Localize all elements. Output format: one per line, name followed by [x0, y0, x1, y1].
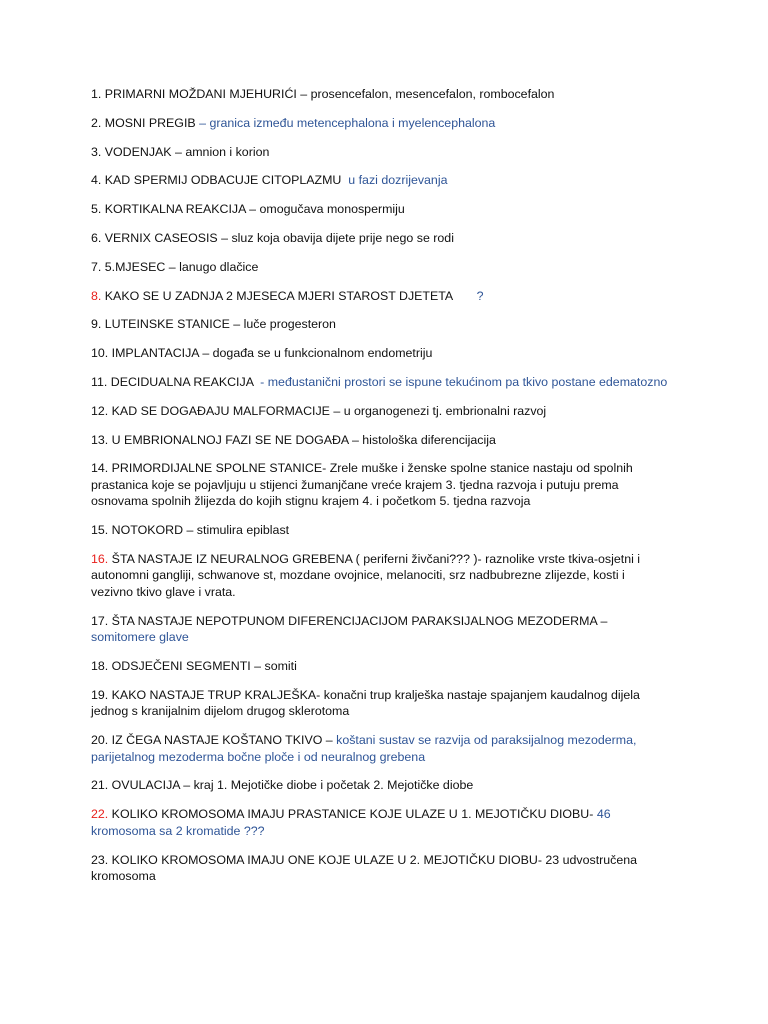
- question-text: 3. VODENJAK – amnion i korion: [91, 144, 270, 159]
- question-text: ŠTA NASTAJE IZ NEURALNOG GREBENA ( periferni živčani??? )- raznolike vrste tkiva-osjetni i autonomni gangliji, schwanove st, mozdane ovojnice, melanociti, srz nadbubrezne zlijezde, kosti i vezivno tkivo glave i vrata.: [91, 551, 644, 599]
- question-item: [91, 687, 668, 720]
- question-item: [91, 777, 668, 794]
- question-list: [91, 86, 668, 885]
- question-text: 11. DECIDUALNA REAKCIJA: [91, 374, 261, 389]
- question-item: [91, 432, 668, 449]
- question-text: KOLIKO KROMOSOMA IMAJU PRASTANICE KOJE ULAZE U 1. MEJOTIČKU DIOBU-: [108, 807, 597, 822]
- number-marker: 16.: [91, 551, 109, 566]
- answer-text: ?: [476, 288, 484, 303]
- question-item: [91, 86, 668, 103]
- question-text: 2. MOSNI PREGIB: [91, 115, 200, 130]
- question-text: 18. ODSJEČENI SEGMENTI – somiti: [91, 659, 297, 674]
- question-text: KAKO SE U ZADNJA 2 MJESECA MJERI STAROST DJETETA: [101, 288, 477, 303]
- question-item: [91, 522, 668, 539]
- question-item: [91, 806, 668, 839]
- question-text: 23. KOLIKO KROMOSOMA IMAJU ONE KOJE ULAZE U 2. MEJOTIČKU DIOBU- 23 udvostručena kromosoma: [91, 852, 641, 884]
- question-item: [91, 852, 668, 885]
- answer-text: u fazi dozrijevanja: [348, 173, 448, 188]
- question-text: 5. KORTIKALNA REAKCIJA – omogučava monospermiju: [91, 202, 405, 217]
- question-text: 1. PRIMARNI MOŽDANI MJEHURIĆI – prosencefalon, mesencefalon, rombocefalon: [91, 87, 555, 101]
- question-text: 20. IZ ČEGA NASTAJE KOŠTANO TKIVO –: [91, 733, 337, 748]
- question-text: 10. IMPLANTACIJA – događa se u funkcionalnom endometriju: [91, 346, 433, 361]
- question-text: 15. NOTOKORD – stimulira epiblast: [91, 523, 290, 538]
- answer-text: somitomere glave: [91, 630, 189, 645]
- question-item: [91, 144, 668, 161]
- question-item: [91, 613, 668, 646]
- question-text: 4. KAD SPERMIJ ODBACUJE CITOPLAZMU: [91, 173, 349, 188]
- question-item: [91, 259, 668, 276]
- answer-text: koštani sustav se razvija od paraksijalnog mezoderma, parijetalnog mezoderma bočne ploče i od neuralnog grebena: [91, 733, 640, 764]
- question-text: 13. U EMBRIONALNOJ FAZI SE NE DOGAĐA – histološka diferencijacija: [91, 432, 496, 447]
- question-text: 21. OVULACIJA – kraj 1. Mejotičke diobe i početak 2. Mejotičke diobe: [91, 778, 474, 793]
- question-item: [91, 316, 668, 333]
- number-marker: 8.: [91, 288, 102, 303]
- question-text: 6. VERNIX CASEOSIS – sluz koja obavija dijete prije nego se rodi: [91, 230, 454, 245]
- answer-text: - međustanični prostori se ispune tekućinom pa tkivo postane edematozno: [260, 374, 668, 389]
- question-item: [91, 658, 668, 675]
- answer-text: – granica između metencephalona i myelencephalona: [199, 115, 496, 130]
- question-item: [91, 732, 668, 765]
- question-text: 9. LUTEINSKE STANICE – luče progesteron: [91, 317, 336, 332]
- question-item: [91, 288, 668, 305]
- question-text: 12. KAD SE DOGAĐAJU MALFORMACIJE – u organogenezi tj. embrionalni razvoj: [91, 403, 547, 418]
- question-item: [91, 403, 668, 420]
- question-item: [91, 460, 668, 510]
- question-item: [91, 230, 668, 247]
- question-item: [91, 345, 668, 362]
- question-text: 19. KAKO NASTAJE TRUP KRALJEŠKA- konačni trup kralješka nastaje spajanjem kaudalnog dijela jednog s kranijalnim dijelom drugog sklerotoma: [91, 687, 644, 719]
- question-item: [91, 172, 668, 189]
- question-text: 14. PRIMORDIJALNE SPOLNE STANICE- Zrele muške i ženske spolne stanice nastaju od spolnih prastanica koje se pojavljuju u stijenci žumanjčane vreće krajem 3. tjedna razvoja i putuju prema osnovama spolnih žlijezda do kojih stignu krajem 4. i početkom 5. tjedna razvoja: [91, 461, 637, 509]
- question-item: [91, 201, 668, 218]
- question-item: [91, 551, 668, 601]
- question-item: [91, 115, 668, 132]
- answer-text: 46 kromosoma sa 2 kromatide ???: [91, 807, 615, 838]
- question-text: 7. 5.MJESEC – lanugo dlačice: [91, 259, 259, 274]
- question-text: 17. ŠTA NASTAJE NEPOTPUNOM DIFERENCIJACIJOM PARAKSIJALNOG MEZODERMA –: [91, 613, 611, 628]
- number-marker: 22.: [91, 807, 109, 822]
- question-item: [91, 374, 668, 391]
